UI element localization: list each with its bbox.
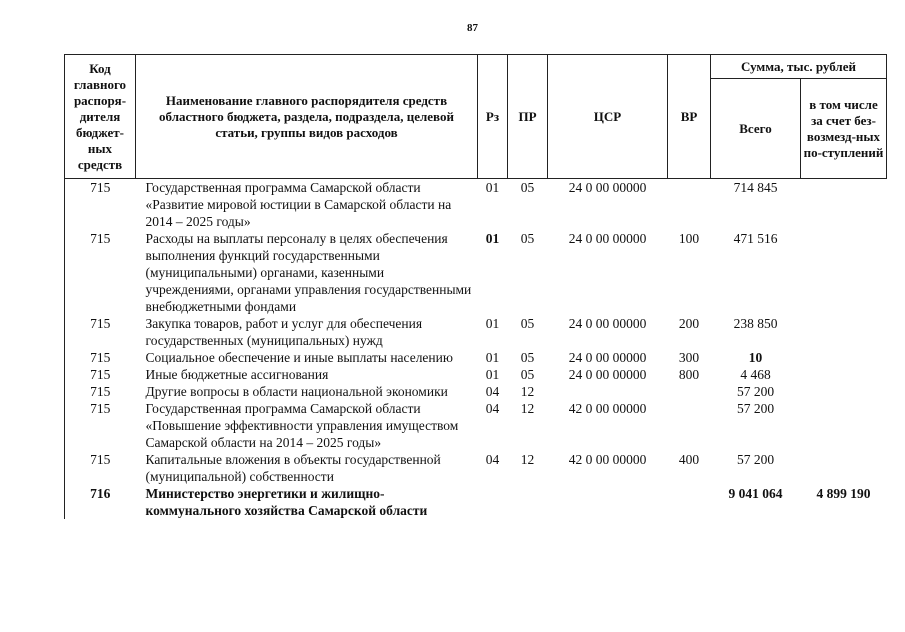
row-total: 57 200 [736, 452, 775, 467]
row-total: 10 [748, 350, 763, 365]
row-incl [801, 349, 887, 366]
row-code: 715 [65, 230, 136, 315]
row-name: Государственная программа Самарской области «Развитие мировой юстиции в Самарской области на 2014 – 2025 годы» [145, 180, 452, 229]
row-incl [801, 366, 887, 383]
header-rz: Рз [478, 55, 508, 179]
row-total: 9 041 064 [728, 486, 783, 501]
row-incl [801, 179, 887, 231]
row-incl [801, 400, 887, 451]
row-csr: 24 0 00 00000 [568, 180, 647, 195]
table-row [65, 485, 887, 519]
row-code: 715 [65, 315, 136, 349]
table-row [65, 230, 887, 315]
row-incl [801, 315, 887, 349]
row-csr: 24 0 00 00000 [568, 350, 647, 365]
row-rz: 01 [485, 180, 500, 195]
row-vr [668, 179, 711, 231]
row-incl [801, 383, 887, 400]
row-rz: 01 [485, 367, 500, 382]
table-row [65, 179, 887, 231]
row-code: 716 [65, 485, 136, 519]
row-code: 715 [65, 451, 136, 485]
row-vr [668, 485, 711, 519]
header-csr: ЦСР [548, 55, 668, 179]
row-rz: 04 [485, 452, 500, 467]
row-name: Министерство энергетики и жилищно-коммунального хозяйства Самарской области [145, 486, 428, 518]
row-name: Государственная программа Самарской области «Повышение эффективности управления имуществом Самарской области на 2014 – 2025 годы» [145, 401, 459, 450]
header-pr: ПР [508, 55, 548, 179]
row-vr [668, 383, 711, 400]
row-vr: 100 [678, 231, 700, 246]
row-csr: 42 0 00 00000 [568, 401, 647, 416]
row-code: 715 [65, 383, 136, 400]
table-row [65, 451, 887, 485]
row-total: 714 845 [733, 180, 778, 195]
row-name: Закупка товаров, работ и услуг для обеспечения государственных (муниципальных) нужд [145, 316, 423, 348]
row-pr: 12 [520, 452, 535, 467]
row-total: 471 516 [733, 231, 778, 246]
budget-table [64, 54, 887, 519]
row-rz: 01 [485, 231, 500, 246]
row-pr: 05 [520, 316, 535, 331]
header-code: Код главного распоря-дителя бюджет-ных средств [65, 55, 136, 179]
row-vr: 800 [678, 367, 700, 382]
row-pr: 12 [520, 401, 535, 416]
row-total: 57 200 [736, 384, 775, 399]
header-incl: в том числе за счет без-возмезд-ных по-ступлений [801, 79, 887, 179]
row-vr: 200 [678, 316, 700, 331]
header-vr: ВР [668, 55, 711, 179]
row-csr [548, 383, 668, 400]
row-vr [668, 400, 711, 451]
row-pr [508, 485, 548, 519]
row-csr: 24 0 00 00000 [568, 316, 647, 331]
row-name: Расходы на выплаты персоналу в целях обеспечения выполнения функций государственными (муниципальными) органами, казенными учреждениями, органами управления государственными внебюджетными фондами [145, 231, 472, 314]
row-csr: 24 0 00 00000 [568, 367, 647, 382]
row-total: 57 200 [736, 401, 775, 416]
row-pr: 05 [520, 350, 535, 365]
row-rz: 01 [485, 350, 500, 365]
row-pr: 12 [520, 384, 535, 399]
row-name: Другие вопросы в области национальной экономики [145, 384, 448, 399]
row-name: Социальное обеспечение и иные выплаты населению [145, 350, 453, 365]
row-rz: 04 [485, 384, 500, 399]
row-csr: 42 0 00 00000 [568, 452, 647, 467]
header-total: Всего [711, 79, 801, 179]
row-incl [801, 451, 887, 485]
table-row [65, 366, 887, 383]
header-name: Наименование главного распорядителя средств областного бюджета, раздела, подраздела, целевой статьи, группы видов расходов [136, 55, 478, 179]
row-rz: 01 [485, 316, 500, 331]
row-total: 238 850 [733, 316, 778, 331]
row-csr [548, 485, 668, 519]
table-row [65, 349, 887, 366]
row-csr: 24 0 00 00000 [568, 231, 647, 246]
row-name: Иные бюджетные ассигнования [145, 367, 329, 382]
row-total: 4 468 [740, 367, 771, 382]
table-row [65, 383, 887, 400]
row-rz: 04 [485, 401, 500, 416]
row-pr: 05 [520, 367, 535, 382]
row-incl: 4 899 190 [816, 486, 871, 501]
row-pr: 05 [520, 180, 535, 195]
table-row [65, 315, 887, 349]
row-code: 715 [65, 400, 136, 451]
row-code: 715 [65, 366, 136, 383]
row-code: 715 [65, 179, 136, 231]
page-number: 87 [467, 22, 478, 34]
row-pr: 05 [520, 231, 535, 246]
row-name: Капитальные вложения в объекты государственной (муниципальной) собственности [145, 452, 441, 484]
row-vr: 400 [678, 452, 700, 467]
table-header [65, 55, 887, 179]
table-row [65, 400, 887, 451]
header-sum-group: Сумма, тыс. рублей [711, 55, 887, 79]
row-vr: 300 [678, 350, 700, 365]
row-rz [478, 485, 508, 519]
row-code: 715 [65, 349, 136, 366]
row-incl [801, 230, 887, 315]
